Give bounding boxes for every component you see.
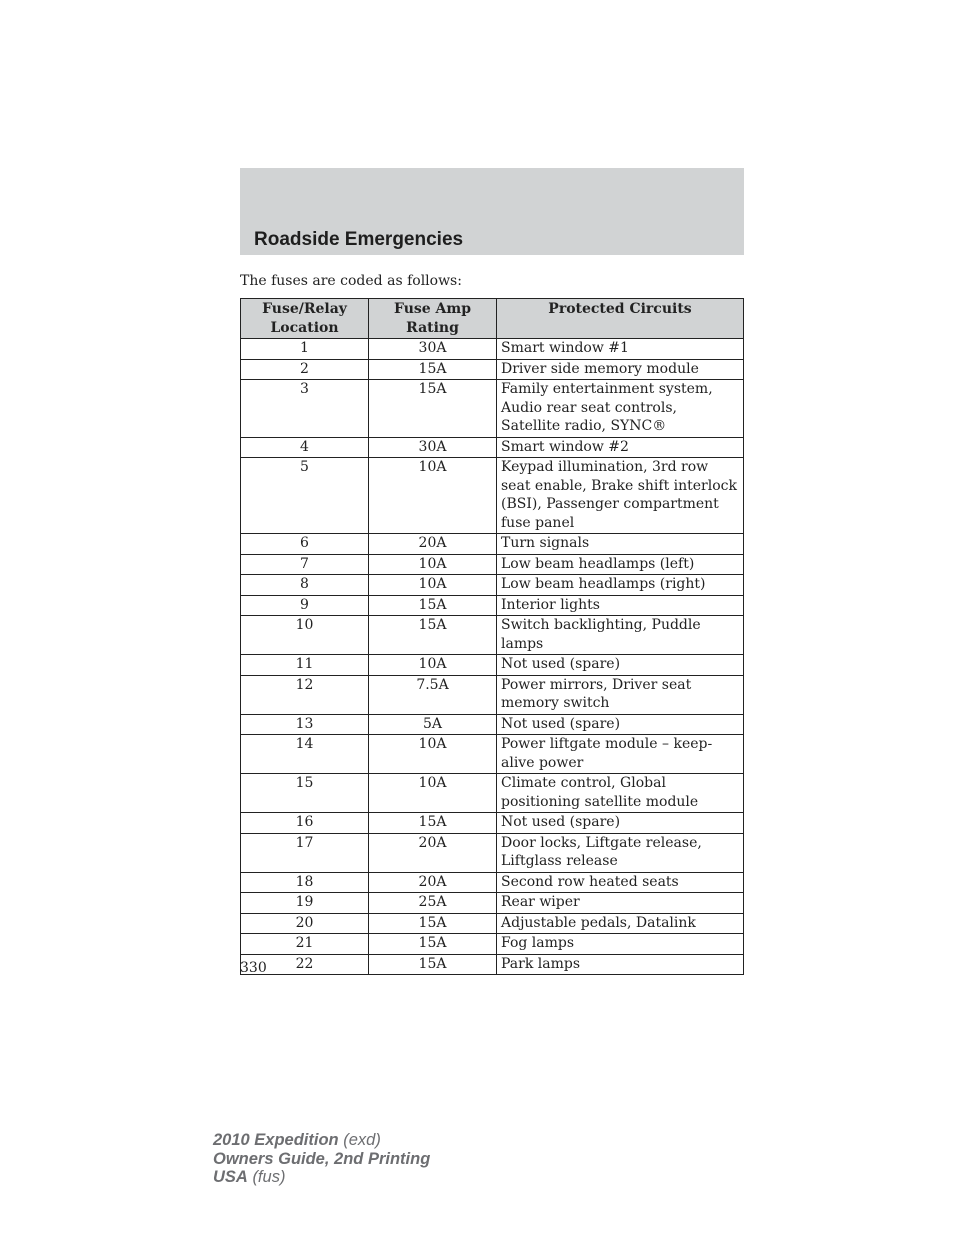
table-row — [241, 595, 744, 616]
table-row — [241, 833, 744, 872]
cell-location: 6 — [241, 534, 369, 555]
cell-circuits: Keypad illumination, 3rd row seat enable, Brake shift interlock (BSI), Passenger compartment fuse panel — [497, 458, 744, 534]
footer-imprint — [213, 1131, 430, 1187]
cell-circuits: Fog lamps — [497, 934, 744, 955]
table-header-row — [241, 299, 744, 339]
cell-location: 10 — [241, 616, 369, 655]
footer-model: 2010 Expedition — [213, 1131, 339, 1149]
table-row — [241, 359, 744, 380]
cell-rating: 10A — [369, 774, 497, 813]
cell-circuits: Adjustable pedals, Datalink — [497, 913, 744, 934]
cell-rating: 10A — [369, 554, 497, 575]
cell-rating: 25A — [369, 893, 497, 914]
cell-rating: 15A — [369, 616, 497, 655]
cell-location: 5 — [241, 458, 369, 534]
footer-guide: Owners Guide, 2nd Printing — [213, 1149, 431, 1168]
cell-location: 15 — [241, 774, 369, 813]
cell-location: 12 — [241, 675, 369, 714]
cell-circuits: Low beam headlamps (left) — [497, 554, 744, 575]
table-row — [241, 893, 744, 914]
intro-text: The fuses are coded as follows: — [240, 273, 462, 289]
cell-rating: 15A — [369, 595, 497, 616]
cell-circuits: Driver side memory module — [497, 359, 744, 380]
table-row — [241, 872, 744, 893]
cell-circuits: Family entertainment system, Audio rear seat controls, Satellite radio, SYNC® — [497, 380, 744, 438]
cell-circuits: Power liftgate module – keep-alive power — [497, 735, 744, 774]
cell-location: 1 — [241, 339, 369, 360]
fuse-table-body — [241, 339, 744, 975]
cell-location: 17 — [241, 833, 369, 872]
table-row — [241, 575, 744, 596]
table-row — [241, 458, 744, 534]
footer-model-code: (exd) — [343, 1131, 381, 1149]
section-title: Roadside Emergencies — [254, 229, 464, 250]
cell-location: 8 — [241, 575, 369, 596]
table-row — [241, 554, 744, 575]
cell-circuits: Second row heated seats — [497, 872, 744, 893]
footer-market: USA — [213, 1168, 248, 1186]
cell-rating: 15A — [369, 359, 497, 380]
table-row — [241, 735, 744, 774]
cell-rating: 5A — [369, 714, 497, 735]
cell-circuits: Power mirrors, Driver seat memory switch — [497, 675, 744, 714]
footer-market-code: (fus) — [252, 1168, 286, 1186]
cell-location: 18 — [241, 872, 369, 893]
cell-location: 13 — [241, 714, 369, 735]
cell-circuits: Low beam headlamps (right) — [497, 575, 744, 596]
header-protected-circuits: Protected Circuits — [497, 299, 744, 339]
cell-rating: 15A — [369, 380, 497, 438]
header-location: Fuse/Relay Location — [241, 299, 369, 339]
table-row — [241, 534, 744, 555]
cell-rating: 15A — [369, 954, 497, 975]
cell-rating: 15A — [369, 813, 497, 834]
cell-circuits: Rear wiper — [497, 893, 744, 914]
cell-circuits: Door locks, Liftgate release, Liftglass release — [497, 833, 744, 872]
cell-rating: 20A — [369, 534, 497, 555]
cell-rating: 10A — [369, 735, 497, 774]
cell-location: 3 — [241, 380, 369, 438]
table-row — [241, 616, 744, 655]
cell-circuits: Park lamps — [497, 954, 744, 975]
table-row — [241, 380, 744, 438]
cell-rating: 15A — [369, 934, 497, 955]
page-number: 330 — [240, 960, 267, 976]
cell-circuits: Not used (spare) — [497, 714, 744, 735]
cell-rating: 7.5A — [369, 675, 497, 714]
cell-rating: 10A — [369, 655, 497, 676]
cell-location: 2 — [241, 359, 369, 380]
table-row — [241, 954, 744, 975]
cell-location: 22 — [241, 954, 369, 975]
cell-circuits: Climate control, Global positioning satellite module — [497, 774, 744, 813]
table-row — [241, 774, 744, 813]
table-row — [241, 714, 744, 735]
cell-location: 4 — [241, 437, 369, 458]
table-row — [241, 813, 744, 834]
cell-rating: 30A — [369, 339, 497, 360]
cell-rating: 30A — [369, 437, 497, 458]
cell-circuits: Smart window #1 — [497, 339, 744, 360]
cell-rating: 10A — [369, 575, 497, 596]
cell-location: 21 — [241, 934, 369, 955]
table-row — [241, 339, 744, 360]
cell-rating: 15A — [369, 913, 497, 934]
cell-location: 16 — [241, 813, 369, 834]
table-row — [241, 934, 744, 955]
table-row — [241, 437, 744, 458]
section-header-band — [240, 168, 744, 255]
cell-rating: 20A — [369, 833, 497, 872]
header-amp-rating: Fuse Amp Rating — [369, 299, 497, 339]
cell-circuits: Smart window #2 — [497, 437, 744, 458]
cell-rating: 10A — [369, 458, 497, 534]
cell-location: 14 — [241, 735, 369, 774]
cell-circuits: Interior lights — [497, 595, 744, 616]
cell-rating: 20A — [369, 872, 497, 893]
fuse-table — [240, 298, 744, 975]
cell-location: 19 — [241, 893, 369, 914]
cell-circuits: Turn signals — [497, 534, 744, 555]
cell-location: 7 — [241, 554, 369, 575]
cell-circuits: Switch backlighting, Puddle lamps — [497, 616, 744, 655]
cell-location: 9 — [241, 595, 369, 616]
cell-location: 20 — [241, 913, 369, 934]
table-row — [241, 675, 744, 714]
cell-circuits: Not used (spare) — [497, 813, 744, 834]
table-row — [241, 913, 744, 934]
cell-location: 11 — [241, 655, 369, 676]
table-row — [241, 655, 744, 676]
cell-circuits: Not used (spare) — [497, 655, 744, 676]
